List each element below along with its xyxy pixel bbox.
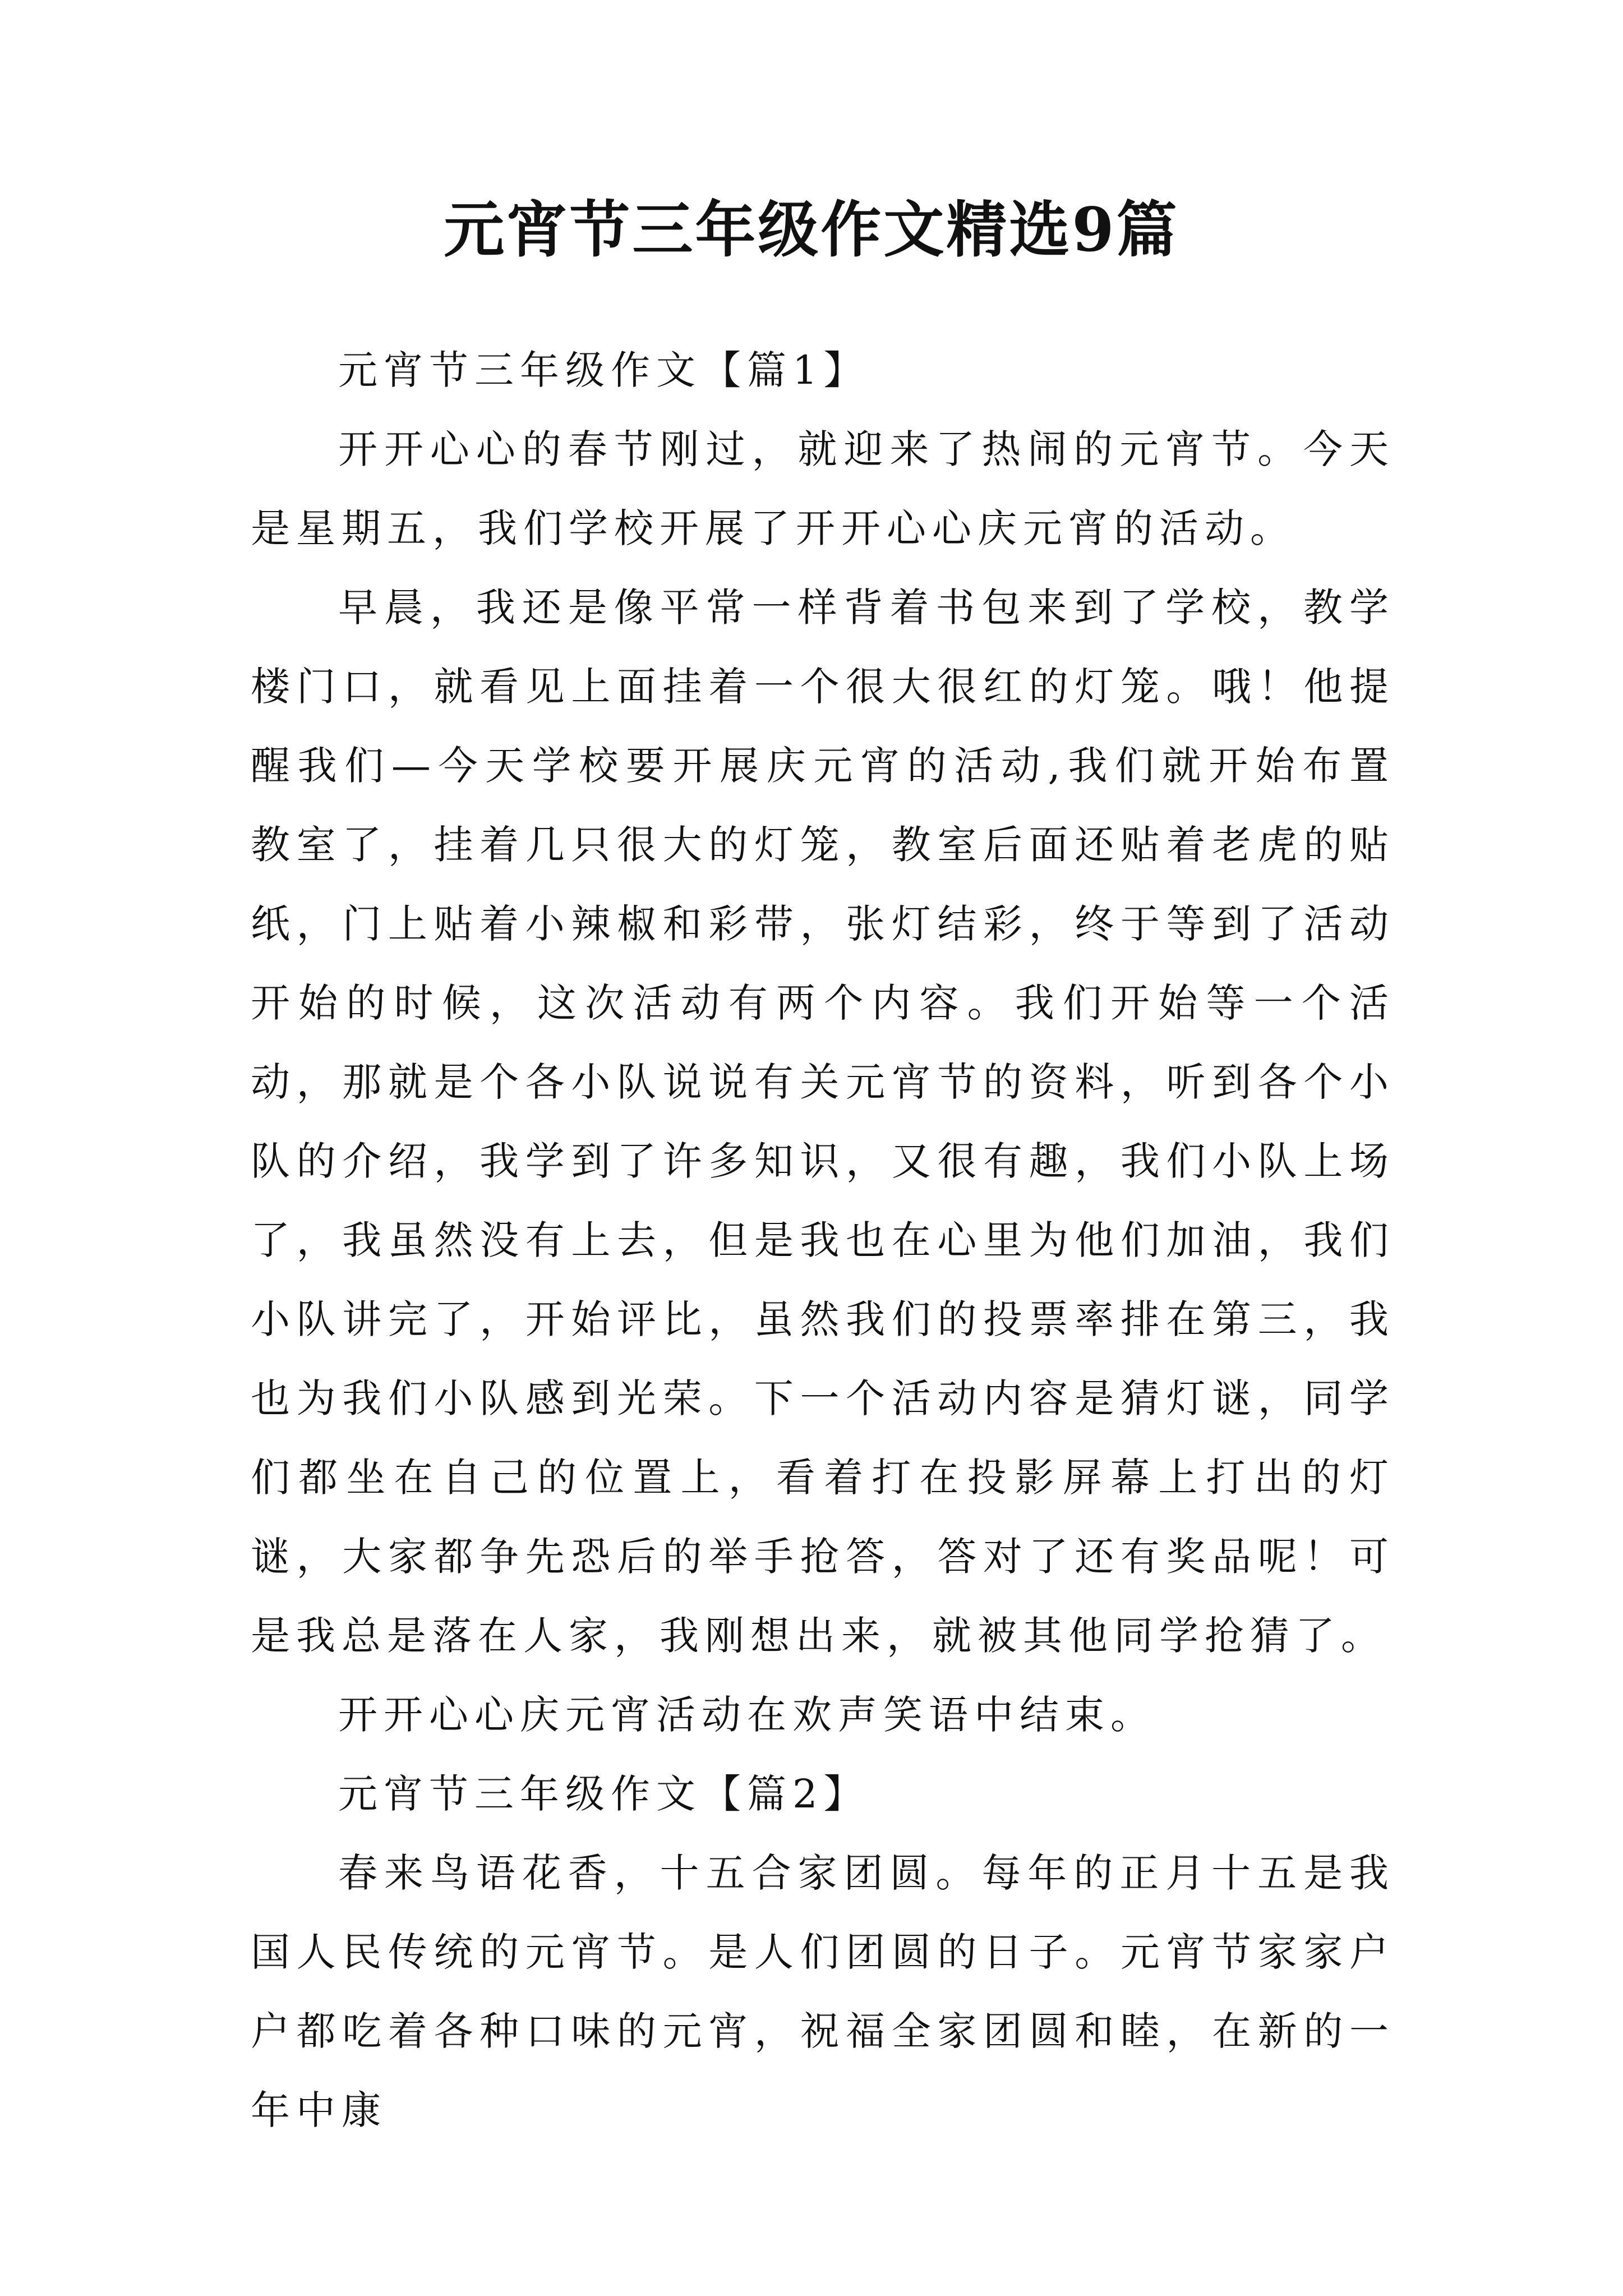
document-body <box>251 331 1395 2150</box>
paragraph: 早晨，我还是像平常一样背着书包来到了学校，教学楼门口，就看见上面挂着一个很大很红的灯笼。哦！他提醒我们—今天学校要开展庆元宵的活动,我们就开始布置教室了，挂着几只很大的灯笼，教室后面还贴着老虎的贴纸，门上贴着小辣椒和彩带，张灯结彩，终于等到了活动开始的时候，这次活动有两个内容。我们开始等一个活动，那就是个各小队说说有关元宵节的资料，听到各个小队的介绍，我学到了许多知识，又很有趣，我们小队上场了，我虽然没有上去，但是我也在心里为他们加油，我们小队讲完了，开始评比，虽然我们的投票率排在第三，我也为我们小队感到光荣。下一个活动内容是猜灯谜，同学们都坐在自己的位置上，看着打在投影屏幕上打出的灯谜，大家都争先恐后的举手抢答，答对了还有奖品呢！可是我总是落在人家，我刚想出来，就被其他同学抢猜了。 <box>251 585 1395 1659</box>
section-heading-1: 元宵节三年级作文【篇1】 <box>338 347 869 393</box>
paragraph: 春来鸟语花香，十五合家团圆。每年的正月十五是我国人民传统的元宵节。是人们团圆的日子。元宵节家家户户都吃着各种口味的元宵，祝福全家团圆和睦，在新的一年中康 <box>251 1850 1395 2133</box>
document-title: 元宵节三年级作文精选9篇 <box>444 195 1179 265</box>
section-heading-2: 元宵节三年级作文【篇2】 <box>338 1771 869 1817</box>
paragraph: 开开心心庆元宵活动在欢声笑语中结束。 <box>338 1692 1156 1738</box>
paragraph: 开开心心的春节刚过，就迎来了热闹的元宵节。今天是星期五，我们学校开展了开开心心庆元宵的活动。 <box>251 426 1395 551</box>
